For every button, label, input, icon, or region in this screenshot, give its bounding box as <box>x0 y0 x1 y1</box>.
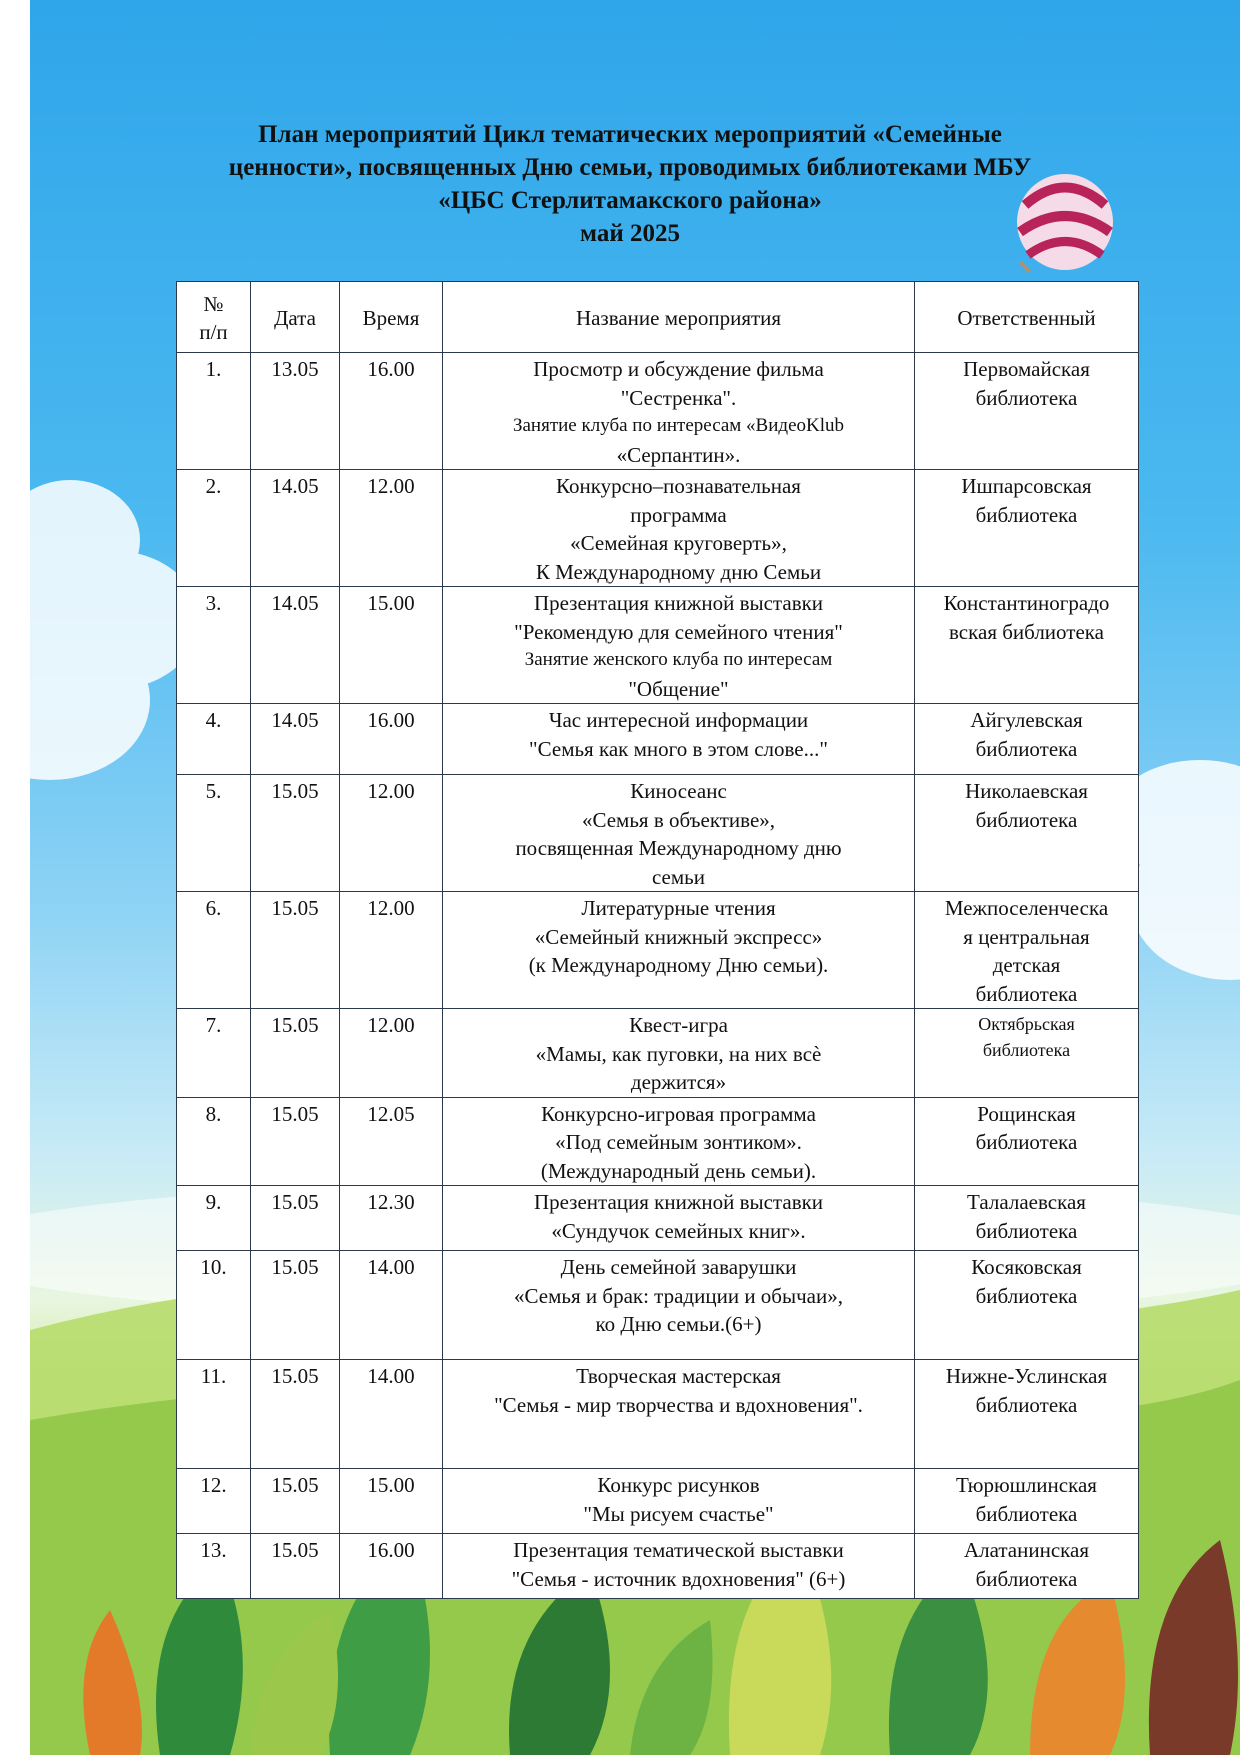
cell-event-name <box>443 775 915 892</box>
responsible-line: Николаевская <box>965 779 1088 803</box>
cell-time: 14.00 <box>340 1360 443 1469</box>
cell-number: 13. <box>177 1534 251 1599</box>
responsible-line: библиотека <box>975 981 1078 1006</box>
event-name-line: «Семья в объективе», <box>581 807 776 832</box>
responsible-line: Ишпарсовская <box>961 474 1092 498</box>
event-name-line: Киносеанс <box>630 779 727 803</box>
cell-date: 15.05 <box>251 1186 340 1251</box>
cell-responsible <box>915 1469 1139 1534</box>
event-name-line: посвященная Международному дню <box>515 836 842 860</box>
event-name-line: "Семья - мир творчества и вдохновения". <box>494 1392 863 1417</box>
cell-date: 15.05 <box>251 775 340 892</box>
cell-responsible <box>915 1009 1139 1098</box>
responsible-line: Тюрюшлинская <box>956 1473 1097 1497</box>
cell-event-name <box>443 1097 915 1186</box>
responsible-line: Нижне-Услинская <box>945 1364 1108 1388</box>
responsible-line: Межпоселенческа <box>944 896 1109 920</box>
cell-event-name <box>443 353 915 470</box>
responsible-line: библиотека <box>975 1218 1078 1243</box>
event-name-line: "Сестренка". <box>620 385 737 410</box>
event-name-line: Литературные чтения <box>581 896 776 920</box>
table-row <box>177 1251 1139 1360</box>
event-name-line: Квест-игра <box>629 1013 728 1037</box>
event-name-line: Презентация тематической выставки <box>513 1538 844 1562</box>
table-row <box>177 892 1139 1009</box>
table-row <box>177 587 1139 704</box>
cell-responsible <box>915 1097 1139 1186</box>
event-name-line: «Сундучок семейных книг». <box>551 1218 806 1243</box>
event-name-line: "Рекомендую для семейного чтения" <box>514 619 843 644</box>
cell-responsible <box>915 1534 1139 1599</box>
responsible-line: Октябрьская <box>978 1014 1075 1034</box>
event-name-line: "Семья - источник вдохновения" (6+) <box>511 1566 846 1591</box>
event-name-line: «Мамы, как пуговки, на них всѐ <box>535 1041 822 1066</box>
cell-responsible <box>915 470 1139 587</box>
cell-responsible <box>915 1360 1139 1469</box>
cell-time: 14.00 <box>340 1251 443 1360</box>
table-row <box>177 1186 1139 1251</box>
page-title <box>160 118 1100 250</box>
cell-time: 12.00 <box>340 1009 443 1098</box>
cell-date: 14.05 <box>251 704 340 775</box>
title-line: ценности», посвященных Дню семьи, проводимых библиотеками МБУ <box>228 154 1032 181</box>
cell-number: 4. <box>177 704 251 775</box>
event-name-line: Презентация книжной выставки <box>533 591 824 615</box>
event-name-line: "Семья как много в этом слове..." <box>529 736 828 761</box>
responsible-line: библиотека <box>975 502 1078 527</box>
event-name-line: Занятие женского клуба по интересам <box>524 649 833 670</box>
cell-event-name <box>443 1251 915 1360</box>
table-row <box>177 353 1139 470</box>
cell-responsible <box>915 587 1139 704</box>
event-name-line: «Под семейным зонтиком». <box>555 1130 802 1154</box>
cell-time: 15.00 <box>340 587 443 704</box>
cell-number: 5. <box>177 775 251 892</box>
event-name-line: Просмотр и обсуждение фильма <box>533 357 824 381</box>
cell-event-name <box>443 587 915 704</box>
event-name-line: Конкурсно–познавательная <box>556 474 801 498</box>
table-row <box>177 470 1139 587</box>
cell-time: 12.00 <box>340 775 443 892</box>
responsible-line: библиотека <box>975 1566 1078 1591</box>
cell-responsible <box>915 704 1139 775</box>
cell-responsible <box>915 1186 1139 1251</box>
event-name-line: "Общение" <box>628 676 729 701</box>
responsible-line: детская <box>992 953 1061 977</box>
event-name-line: Конкурс рисунков <box>597 1473 760 1497</box>
event-name-line: семьи <box>651 864 705 889</box>
cell-responsible <box>915 775 1139 892</box>
cell-time: 16.00 <box>340 1534 443 1599</box>
page-background <box>30 0 1240 1755</box>
header-date: Дата <box>251 282 340 353</box>
cell-number: 7. <box>177 1009 251 1098</box>
responsible-line: Первомайская <box>963 357 1090 381</box>
event-name-line: Творческая мастерская <box>576 1364 781 1388</box>
cell-date: 15.05 <box>251 892 340 1009</box>
cell-event-name <box>443 1009 915 1098</box>
cell-date: 14.05 <box>251 470 340 587</box>
cell-date: 14.05 <box>251 587 340 704</box>
event-name-line: «Семейный книжный экспресс» <box>534 924 823 949</box>
table-header-row <box>177 282 1139 353</box>
cell-event-name <box>443 1469 915 1534</box>
responsible-line: библиотека <box>975 1283 1078 1308</box>
responsible-line: Константиноградо <box>943 591 1110 615</box>
responsible-line: Талалаевская <box>967 1190 1086 1214</box>
responsible-line: Айгулевская <box>970 708 1083 732</box>
event-name-line: Презентация книжной выставки <box>533 1190 824 1214</box>
cell-date: 15.05 <box>251 1097 340 1186</box>
cell-number: 3. <box>177 587 251 704</box>
event-name-line: держится» <box>630 1070 727 1094</box>
cell-number: 8. <box>177 1097 251 1186</box>
responsible-line: я центральная <box>963 924 1090 949</box>
responsible-line: библиотека <box>975 385 1078 410</box>
table-row <box>177 1534 1139 1599</box>
table-row <box>177 704 1139 775</box>
header-number: № п/п <box>177 282 251 353</box>
event-name-line: «Серпантин». <box>616 442 741 467</box>
event-name-line: Конкурсно-игровая программа <box>541 1101 816 1126</box>
responsible-line: библиотека <box>975 807 1078 832</box>
cell-responsible <box>915 1251 1139 1360</box>
cell-time: 12.05 <box>340 1097 443 1186</box>
responsible-line: Рощинская <box>977 1101 1076 1126</box>
cell-time: 12.00 <box>340 892 443 1009</box>
header-time: Время <box>340 282 443 353</box>
cell-date: 15.05 <box>251 1251 340 1360</box>
cell-responsible <box>915 892 1139 1009</box>
cell-time: 16.00 <box>340 704 443 775</box>
title-line: План мероприятий Цикл тематических мероприятий «Семейные <box>258 121 1002 148</box>
cell-event-name <box>443 1186 915 1251</box>
cell-time: 12.00 <box>340 470 443 587</box>
responsible-line: вская библиотека <box>949 619 1104 644</box>
cell-event-name <box>443 470 915 587</box>
responsible-line: библиотека <box>975 736 1078 761</box>
event-name-line: «Семейная круговерть», <box>570 531 787 555</box>
cell-time: 15.00 <box>340 1469 443 1534</box>
events-table <box>176 281 1139 1599</box>
cell-number: 12. <box>177 1469 251 1534</box>
cell-event-name <box>443 1534 915 1599</box>
cell-event-name <box>443 1360 915 1469</box>
event-name-line: «Семья и брак: традиции и обычаи», <box>514 1283 843 1308</box>
event-name-line: День семейной заварушки <box>560 1255 797 1279</box>
table-row <box>177 1469 1139 1534</box>
cell-number: 11. <box>177 1360 251 1469</box>
cell-number: 1. <box>177 353 251 470</box>
event-name-line: ко Дню семьи.(6+) <box>595 1312 762 1336</box>
header-responsible: Ответственный <box>915 282 1139 353</box>
event-name-line: Час интересной информации <box>548 708 809 732</box>
cell-date: 13.05 <box>251 353 340 470</box>
table-row <box>177 775 1139 892</box>
cell-number: 10. <box>177 1251 251 1360</box>
event-name-line: (к Международному Дню семьи). <box>528 953 829 977</box>
responsible-line: Косяковская <box>971 1255 1082 1279</box>
cell-time: 16.00 <box>340 353 443 470</box>
event-name-line: Занятие клуба по интересам «ВидеоKlub <box>512 415 845 436</box>
cell-date: 15.05 <box>251 1009 340 1098</box>
event-name-line: К Международному дню Семьи <box>535 559 822 584</box>
table-row <box>177 1360 1139 1469</box>
event-name-line: (Международный день семьи). <box>540 1158 817 1183</box>
title-line: май 2025 <box>579 220 680 247</box>
table-row <box>177 1009 1139 1098</box>
cell-number: 9. <box>177 1186 251 1251</box>
responsible-line: библиотека <box>982 1040 1071 1060</box>
event-name-line: "Мы рисуем счастье" <box>583 1501 774 1526</box>
title-line: «ЦБС Стерлитамакского района» <box>438 187 822 214</box>
cell-date: 15.05 <box>251 1469 340 1534</box>
responsible-line: Алатанинская <box>963 1538 1090 1562</box>
responsible-line: библиотека <box>975 1392 1078 1417</box>
header-event-name: Название мероприятия <box>443 282 915 353</box>
responsible-line: библиотека <box>975 1501 1078 1526</box>
event-name-line: программа <box>630 502 727 527</box>
responsible-line: библиотека <box>975 1130 1078 1154</box>
cell-number: 6. <box>177 892 251 1009</box>
cell-event-name <box>443 892 915 1009</box>
cell-responsible <box>915 353 1139 470</box>
cell-time: 12.30 <box>340 1186 443 1251</box>
table-row <box>177 1097 1139 1186</box>
cell-number: 2. <box>177 470 251 587</box>
cell-date: 15.05 <box>251 1360 340 1469</box>
cell-event-name <box>443 704 915 775</box>
cell-date: 15.05 <box>251 1534 340 1599</box>
